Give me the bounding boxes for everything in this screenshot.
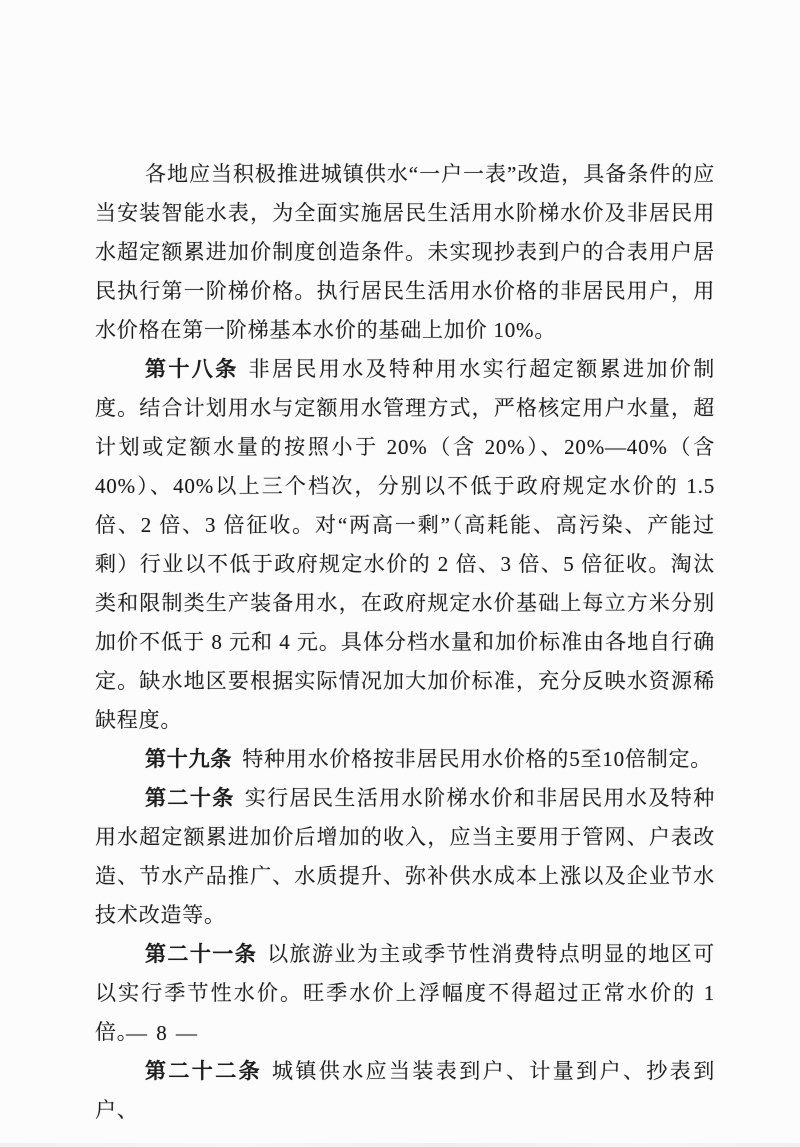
paragraph-text: 非居民用水及特种用水实行超定额累进加价制度。结合计划用水与定额用水管理方式，严格核定用户水量，超计划或定额水量的按照小于 20%（含 20%）、20%—40%（含 40%）、40%以上三个档次，分别以不低于政府规定水价的 1.5 倍、2 倍、3 倍征收。对“两高一剩”（高耗能、高污染、产能过剩）行业以不低于政府规定水价的 2 倍、3 倍、5 倍征收。淘汰类和限制类生产装备用水，在政府规定水价基础上每立方米分别加价不低于 8 元和 4 元。具体分档水量和加价标准由各地自行确定。缺水地区要根据实际情况加大加价标准，充分反映水资源稀缺程度。 [95,357,716,732]
paragraph-text: 以旅游业为主或季节性消费特点明显的地区可以实行季节性水价。旺季水价上浮幅度不得超过正常水价的 1 倍。 [95,942,715,1044]
article-number-heading: 第二十条 [145,786,235,810]
paragraph [95,350,715,740]
document-body [95,155,715,1130]
page-number: — 8 — [126,1021,199,1045]
paragraph-text: 各地应当积极推进城镇供水“一户一表”改造，具备条件的应当安装智能水表，为全面实施居民生活用水阶梯水价及非居民用水超定额累进加价制度创造条件。未实现抄表到户的合表用户居民执行第一阶梯价格。执行居民生活用水价格的非居民用户，用水价格在第一阶梯基本水价的基础上加价 10%。 [95,162,715,342]
article-number-heading: 第二十一条 [145,942,258,966]
article-number-heading: 第二十二条 [145,1059,262,1083]
scan-artifact-bottom-edge [0,1143,800,1147]
paragraph-text: 特种用水价格按非居民用水价格的5至10倍制定。 [242,747,713,771]
paragraph-text: 实行居民生活用水阶梯水价和非居民用水及特种用水超定额累进加价后增加的收入，应当主要用于管网、户表改造、节水产品推广、水质提升、弥补供水成本上涨以及企业节水技术改造等。 [95,786,715,927]
paragraph-text: 城镇供水应当装表到户、计量到户、抄表到户、 [95,1059,715,1122]
article-number-heading: 第十八条 [145,357,239,381]
paragraph [95,740,715,779]
paragraph [95,155,715,350]
paragraph [95,779,715,935]
article-number-heading: 第十九条 [145,747,233,771]
paragraph [95,1052,715,1130]
